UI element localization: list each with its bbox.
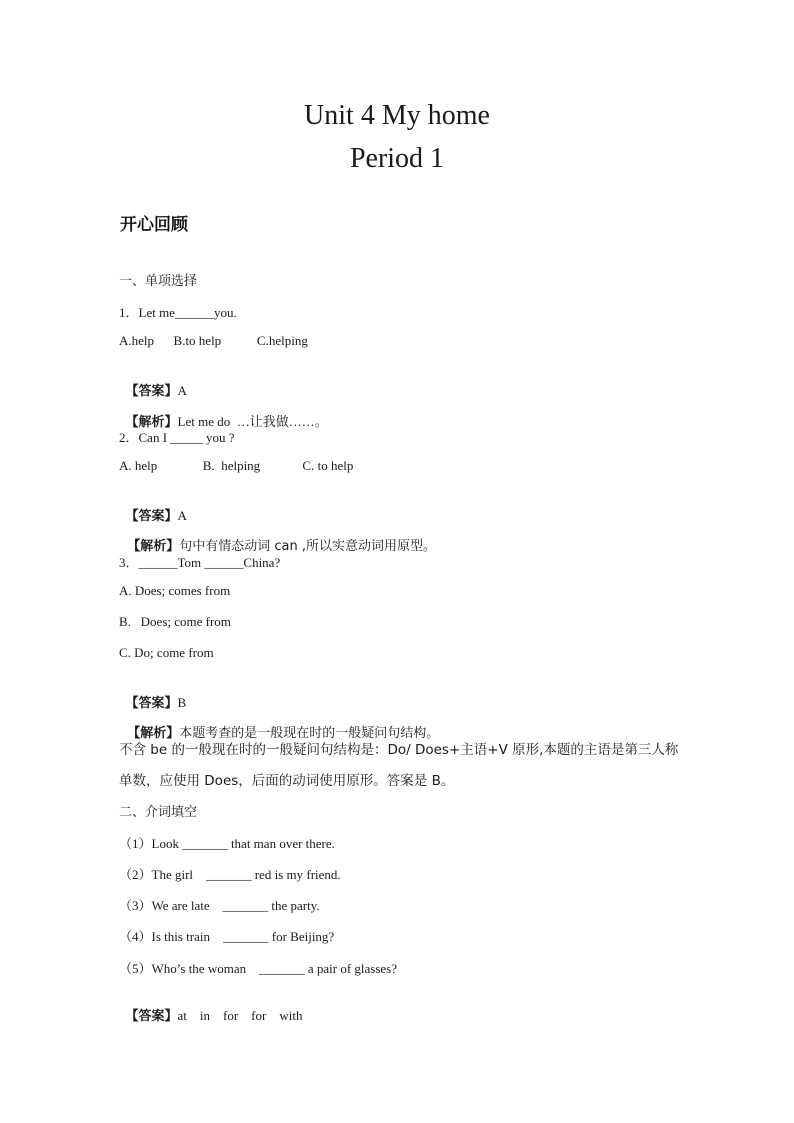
part1-title: 一、单项选择 (119, 274, 198, 289)
q2-analysis (119, 520, 436, 554)
q3-explanation-line-2: 单数，应使用 Does，后面的动词使用原形。答案是 B。 (119, 773, 455, 789)
fill-item-5: （5）Who’s the woman _______ a pair of glasses? (119, 961, 398, 976)
q1-analysis-label: 【解析】 (125, 415, 178, 430)
q2-answer-label: 【答案】 (125, 509, 178, 524)
q3-analysis-text: 本题考查的是一般现在时的一般疑问句结构。 (179, 726, 440, 741)
q3-analysis-label: 【解析】 (127, 726, 180, 741)
q1-answer-label: 【答案】 (125, 384, 178, 399)
fill-item-2: （2）The girl _______ red is my friend. (119, 867, 341, 882)
q1-analysis (119, 395, 328, 430)
document-title: Unit 4 My home (304, 100, 490, 131)
q3-answer (119, 676, 186, 711)
q3-option-c: C. Do; come from (119, 645, 214, 660)
fill-item-3: （3）We are late _______ the party. (119, 898, 320, 913)
q1-answer (119, 364, 187, 399)
q3-explanation-line-1: 不含 be 的一般现在时的一般疑问句结构是：Do/ Does+主语+V 原形,本题的主语是第三人称 (119, 742, 679, 758)
q2-answer-value: A (177, 508, 187, 523)
q3-option-a: A. Does; comes from (119, 583, 231, 598)
q3-stem: 3．______Tom ______China? (119, 555, 281, 570)
q1-analysis-text: Let me do …让我做……。 (177, 414, 328, 429)
q2-analysis-text: 句中有情态动词 can ,所以实意动词用原型。 (179, 539, 437, 554)
fill-answer-value: at in for for with (177, 1008, 303, 1023)
fill-answer (119, 989, 302, 1024)
q3-answer-label: 【答案】 (125, 696, 178, 711)
q2-answer (119, 489, 187, 524)
q3-option-b: B. Does; come from (119, 614, 231, 629)
section-heading: 开心回顾 (120, 215, 188, 235)
fill-item-4: （4）Is this train _______ for Beijing? (119, 929, 335, 944)
q1-answer-value: A (177, 383, 187, 398)
q3-analysis (119, 707, 439, 741)
fill-item-1: （1）Look _______ that man over there. (119, 836, 335, 851)
part2-title: 二、介词填空 (119, 805, 198, 820)
document-subtitle: Period 1 (349, 143, 445, 174)
q1-options: A.help B.to help C.helping (119, 333, 308, 348)
q2-options: A. help B. helping C. to help (119, 458, 354, 473)
fill-answer-label: 【答案】 (125, 1009, 178, 1024)
q3-answer-value: B (177, 695, 187, 710)
q2-analysis-label: 【解析】 (127, 539, 180, 554)
q2-stem: 2．Can I _____ you ? (119, 430, 235, 445)
q1-stem: 1．Let me______you. (119, 305, 237, 320)
